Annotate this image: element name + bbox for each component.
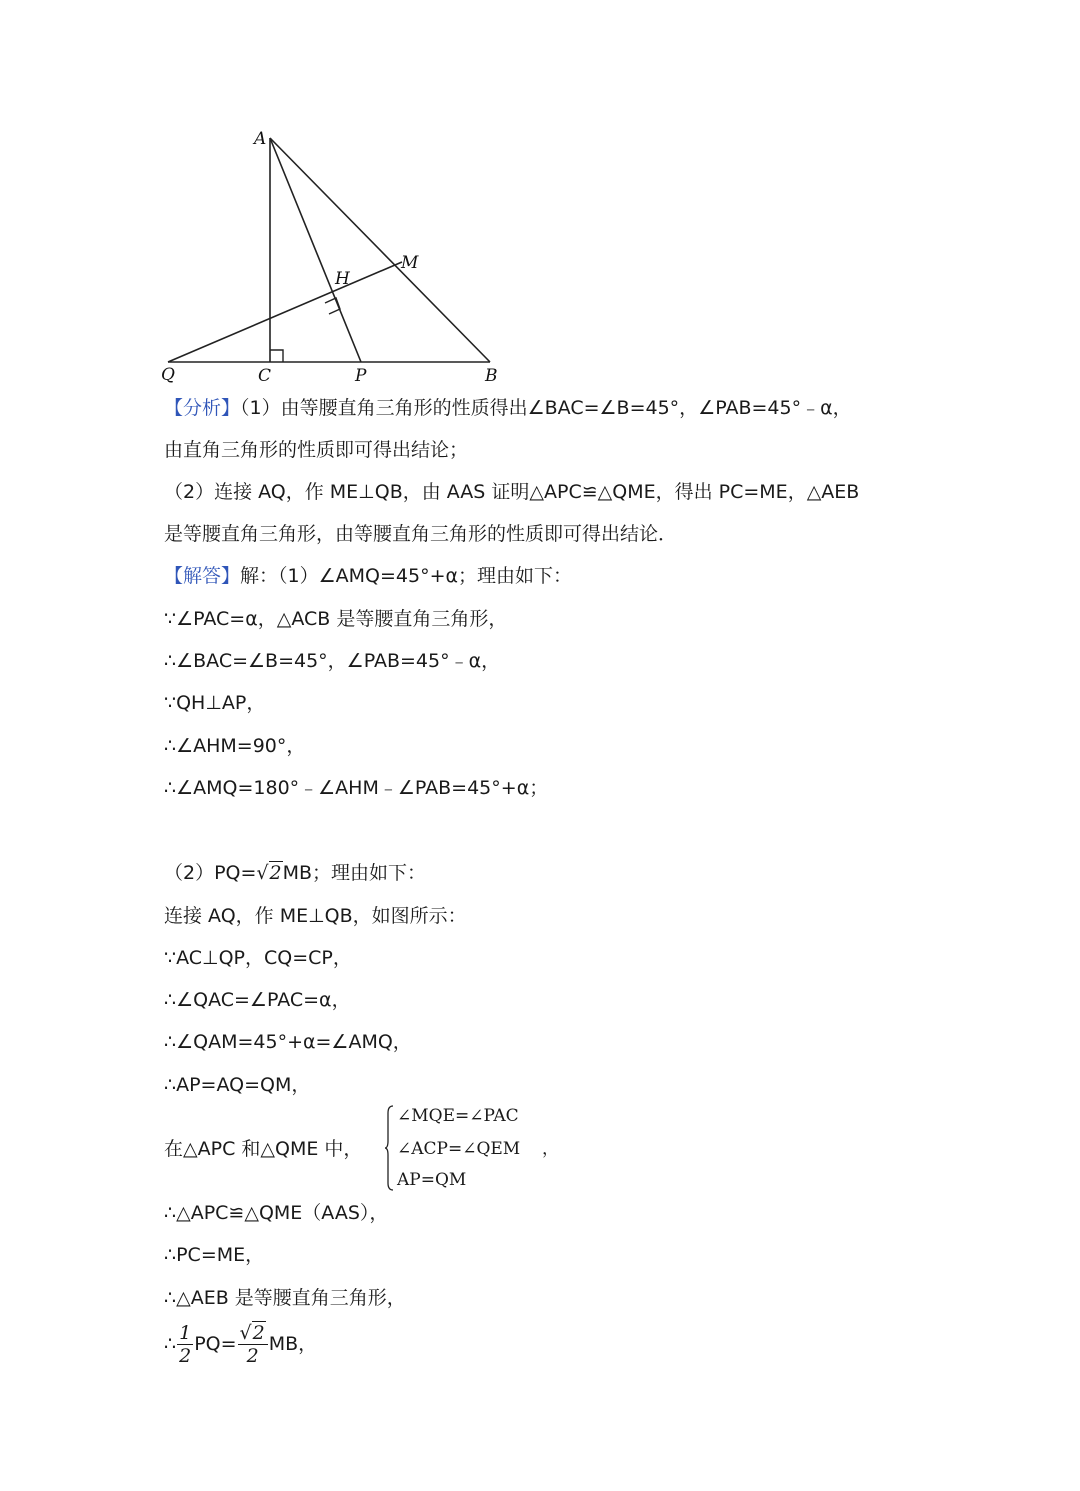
solution-line-10: ∴∠QAC=∠PAC=α， bbox=[164, 989, 351, 1011]
label-H: H bbox=[335, 269, 350, 289]
label-A: A bbox=[254, 129, 267, 149]
fraction-one-half: $\frac{1}{2}$ bbox=[179, 1322, 192, 1367]
solution-line-13: 在△APC 和△QME 中， bbox=[164, 1138, 363, 1160]
analysis-line-2: 由直角三角形的性质即可得出结论； bbox=[164, 439, 469, 461]
sqrt-2: √2 bbox=[256, 862, 282, 884]
geometry-figure bbox=[150, 120, 510, 390]
solution-line-5: ∴∠AHM=90°， bbox=[164, 735, 306, 757]
equation-system bbox=[385, 1103, 559, 1195]
analysis-line-1 bbox=[164, 395, 852, 421]
solution-line-6: ∴∠AMQ=180°﹣∠AHM﹣∠PAB=45°+α； bbox=[164, 777, 549, 799]
label-Q: Q bbox=[161, 365, 175, 385]
system-row-3: AP=QM bbox=[397, 1170, 467, 1190]
analysis-text-1: （1）由等腰直角三角形的性质得出∠BAC=∠B=45°，∠PAB=45°﹣α， bbox=[240, 397, 852, 419]
part2-prefix: （2）PQ= bbox=[164, 862, 257, 884]
fraction-root2-over-2: $\frac{√2}{2}$ bbox=[238, 1322, 268, 1367]
solution-line-11: ∴∠QAM=45°+α=∠AMQ， bbox=[164, 1031, 412, 1053]
right-angle-C bbox=[270, 350, 283, 362]
solution-line-9: ∵AC⊥QP，CQ=CP， bbox=[164, 947, 352, 969]
left-brace bbox=[385, 1105, 394, 1191]
solution-line-8: 连接 AQ，作 ME⊥QB，如图所示： bbox=[164, 905, 467, 927]
solution-line-2: ∵∠PAC=α，△ACB 是等腰直角三角形， bbox=[164, 608, 508, 630]
system-suffix: ， bbox=[542, 1139, 559, 1159]
label-P: P bbox=[355, 366, 367, 386]
part2-suffix: MB；理由如下： bbox=[282, 862, 427, 884]
solution-line-12: ∴AP=AQ=QM， bbox=[164, 1074, 311, 1096]
solution-line-7 bbox=[164, 860, 426, 886]
solution-line-3: ∴∠BAC=∠B=45°，∠PAB=45°﹣α， bbox=[164, 650, 501, 672]
last-prefix: ∴ bbox=[164, 1333, 177, 1355]
solution-line-4: ∵QH⊥AP， bbox=[164, 692, 266, 714]
line-QM bbox=[168, 262, 402, 362]
system-row-2: ∠ACP=∠QEM bbox=[397, 1139, 521, 1159]
label-M: M bbox=[401, 253, 419, 273]
solution-line-14: ∴△APC≌△QME（AAS）， bbox=[164, 1202, 389, 1224]
last-suffix: MB， bbox=[268, 1333, 318, 1355]
solution-line-17 bbox=[164, 1322, 317, 1367]
analysis-line-4: 是等腰直角三角形，由等腰直角三角形的性质即可得出结论． bbox=[164, 523, 678, 545]
label-B: B bbox=[485, 366, 498, 386]
analysis-tag: 【分析】 bbox=[164, 397, 241, 419]
line-AB bbox=[270, 138, 490, 362]
solution-text-1: 解：（1）∠AMQ=45°+α；理由如下： bbox=[240, 565, 573, 587]
solution-line-16: ∴△AEB 是等腰直角三角形， bbox=[164, 1287, 406, 1309]
solution-line-1 bbox=[164, 563, 572, 589]
label-C: C bbox=[258, 366, 272, 386]
solution-line-15: ∴PC=ME， bbox=[164, 1244, 265, 1266]
line-AP bbox=[270, 138, 361, 362]
solution-tag: 【解答】 bbox=[164, 565, 241, 587]
last-mid: PQ= bbox=[194, 1333, 237, 1355]
system-row-1: ∠MQE=∠PAC bbox=[397, 1106, 519, 1126]
analysis-line-3: （2）连接 AQ，作 ME⊥QB，由 AAS 证明△APC≌△QME，得出 PC=ME，△AEB bbox=[164, 481, 860, 503]
